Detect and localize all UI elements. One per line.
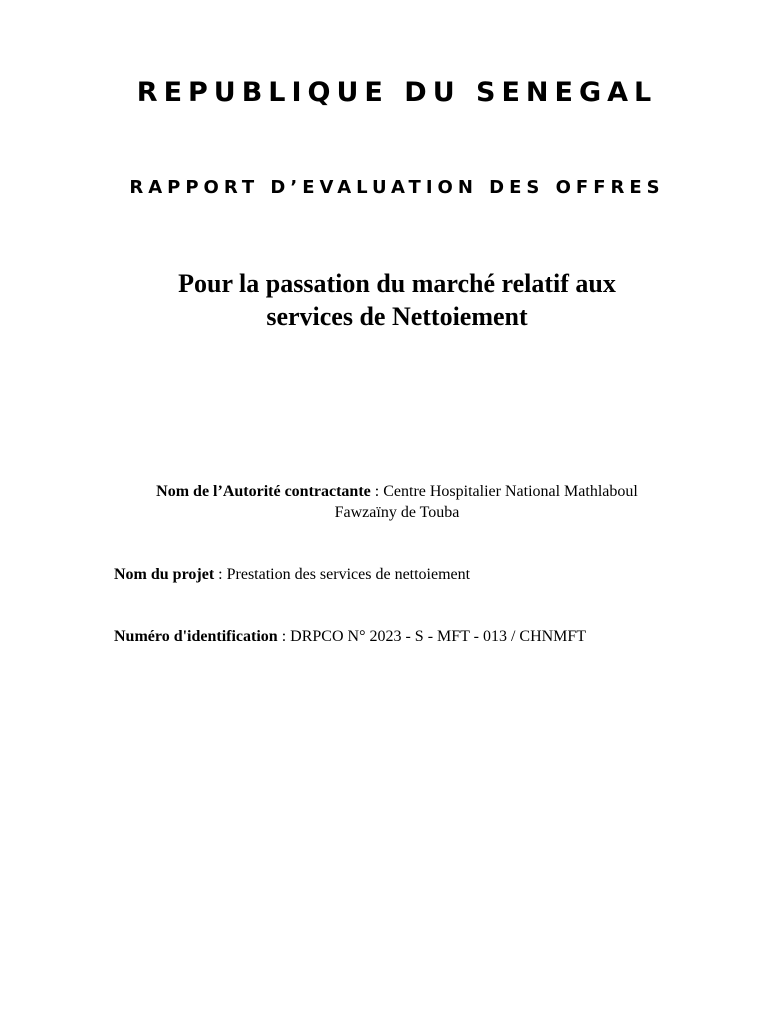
identification-label: Numéro d'identification (114, 628, 278, 645)
project-value: Prestation des services de nettoiement (226, 566, 471, 583)
project-separator: : (214, 566, 227, 583)
authority-value-line-2: Fawzaïny de Touba (334, 504, 460, 521)
authority-label: Nom de l’Autorité contractante (156, 483, 371, 500)
country-heading: REPUBLIQUE DU SENEGAL (136, 77, 658, 108)
authority-field (115, 481, 679, 523)
report-title: RAPPORT D’EVALUATION DES OFFRES (129, 177, 665, 198)
identification-value: DRPCO N° 2023 - S - MFT - 013 / CHNMFT (290, 628, 587, 645)
identification-separator: : (277, 628, 291, 645)
subject-line-2: services de Nettoiement (266, 302, 528, 331)
project-field (114, 564, 734, 585)
subject-heading (100, 267, 694, 333)
authority-value-line-1: Centre Hospitalier National Mathlaboul (383, 483, 638, 500)
identification-field (114, 626, 734, 647)
authority-separator: : (370, 483, 384, 500)
subject-line-1: Pour la passation du marché relatif aux (178, 269, 616, 298)
project-label: Nom du projet (114, 566, 215, 583)
